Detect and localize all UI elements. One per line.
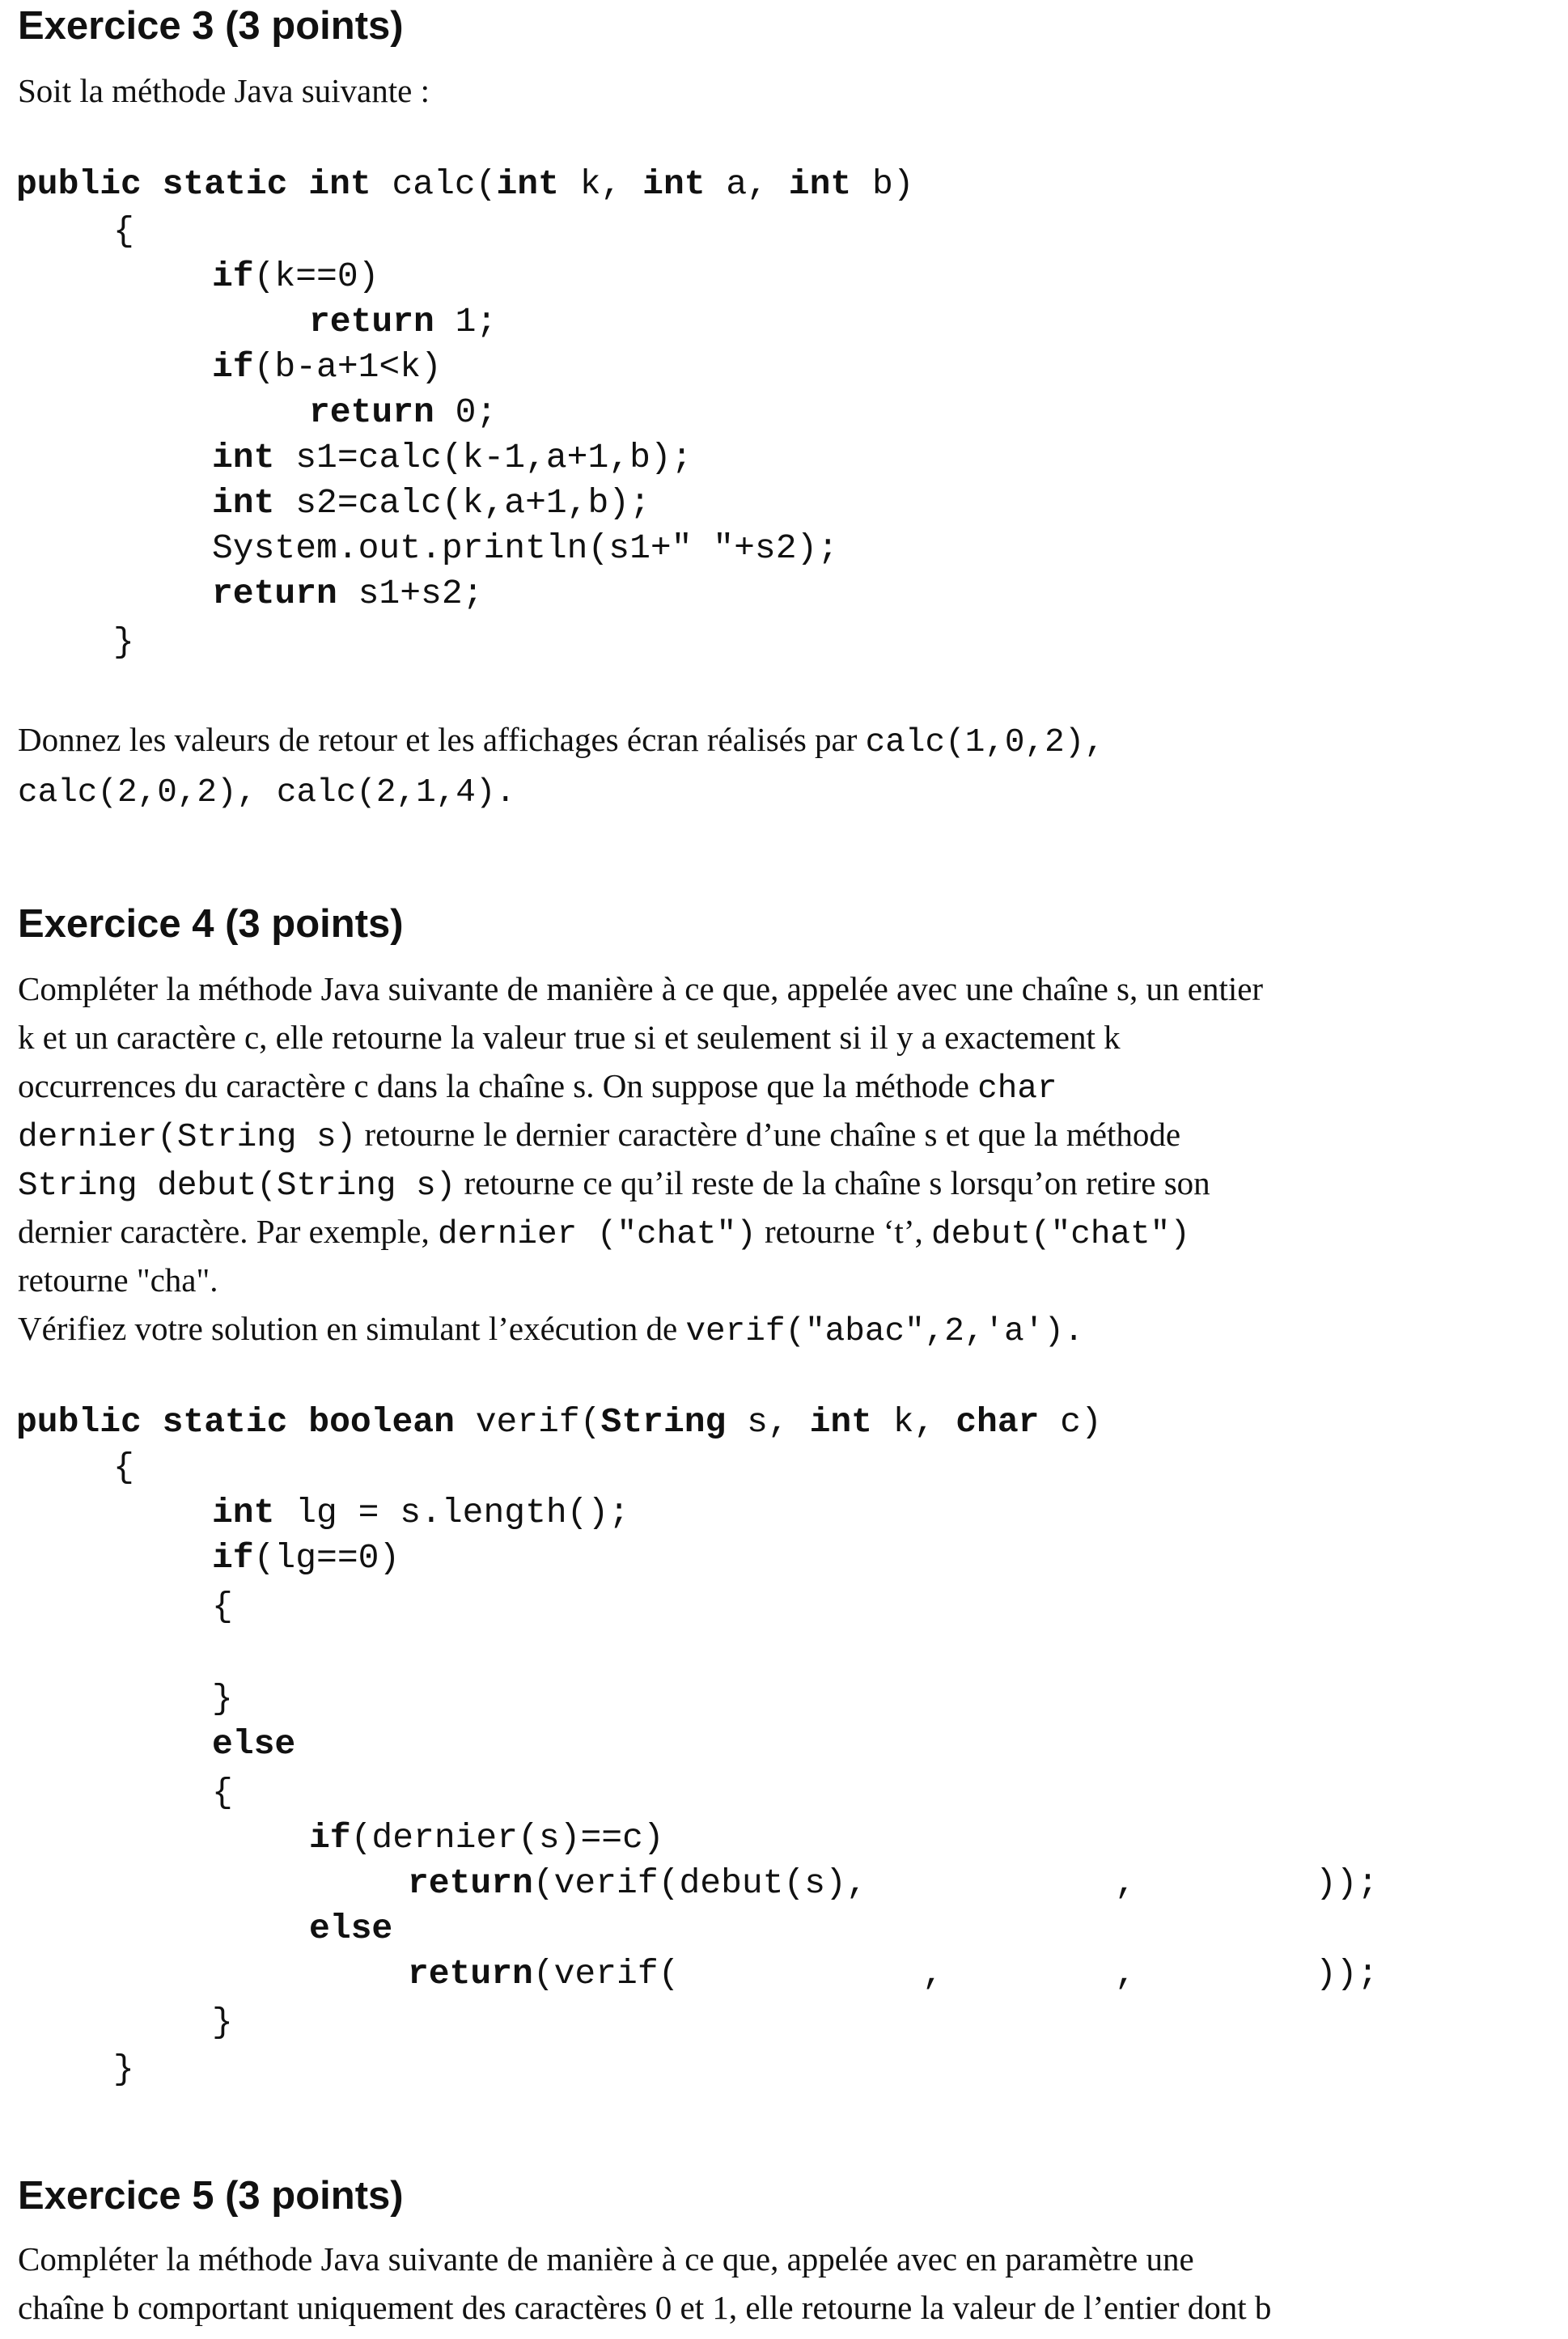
code-line: public static boolean verif(String s, int k, char c) <box>16 1402 1102 1442</box>
code-line: return 0; <box>309 392 498 432</box>
code-line: public static int calc(int k, int a, int b) <box>16 164 914 204</box>
exercise-5-title: Exercice 5 (3 points) <box>18 2174 404 2218</box>
code-line: { <box>113 211 134 251</box>
exercise-4-title: Exercice 4 (3 points) <box>18 902 404 946</box>
code-line: int s2=calc(k,a+1,b); <box>212 483 651 523</box>
code-blank-separator: , <box>1115 1954 1136 1994</box>
code-line: } <box>212 2002 233 2042</box>
code-line: System.out.println(s1+" "+s2); <box>212 528 839 568</box>
code-line: return s1+s2; <box>212 574 484 613</box>
code-line-end: )); <box>1316 1954 1379 1994</box>
exercise-5-text: chaîne b comportant uniquement des caractères 0 et 1, elle retourne la valeur de l’entier dont b <box>18 2289 1272 2326</box>
code-line: if(b-a+1<k) <box>212 347 442 387</box>
exercise-4-text: occurrences du caractère c dans la chaîne s. On suppose que la méthode char <box>18 1067 1057 1108</box>
code-line: int s1=calc(k-1,a+1,b); <box>212 438 693 477</box>
code-line: } <box>113 2049 134 2089</box>
exercise-3-title: Exercice 3 (3 points) <box>18 4 404 48</box>
code-blank-separator: , <box>922 1954 943 1994</box>
code-line: return(verif(debut(s), <box>408 1863 867 1903</box>
exercise-4-text: dernier(String s) retourne le dernier caractère d’une chaîne s et que la méthode <box>18 1116 1181 1156</box>
code-line-end: )); <box>1316 1863 1379 1903</box>
code-line: { <box>113 1447 134 1487</box>
exercise-3-intro: Soit la méthode Java suivante : <box>18 72 430 109</box>
exercise-4-text: Compléter la méthode Java suivante de manière à ce que, appelée avec une chaîne s, un entier <box>18 970 1264 1007</box>
code-line: if(k==0) <box>212 256 379 296</box>
code-line: } <box>212 1679 233 1718</box>
exercise-4-text: String debut(String s) retourne ce qu’il reste de la chaîne s lorsqu’on retire son <box>18 1164 1210 1205</box>
code-line: return 1; <box>309 302 498 341</box>
exercise-3-question: Donnez les valeurs de retour et les affichages écran réalisés par calc(1,0,2), <box>18 721 1104 761</box>
exercise-4-text: dernier caractère. Par exemple, dernier ("chat") retourne ‘t’, debut("chat") <box>18 1213 1190 1253</box>
exercise-5-text: Compléter la méthode Java suivante de manière à ce que, appelée avec en paramètre une <box>18 2240 1194 2278</box>
code-line: else <box>309 1909 393 1948</box>
code-line: if(dernier(s)==c) <box>309 1818 664 1858</box>
code-line: if(lg==0) <box>212 1538 400 1578</box>
exercise-4-text: Vérifiez votre solution en simulant l’exécution de verif("abac",2,'a'). <box>18 1310 1084 1350</box>
code-line: } <box>113 622 134 662</box>
code-line: { <box>212 1587 233 1626</box>
code-line: int lg = s.length(); <box>212 1493 630 1532</box>
exercise-3-question-cont: calc(2,0,2), calc(2,1,4). <box>18 774 516 811</box>
code-line: { <box>212 1773 233 1812</box>
exercise-4-text: k et un caractère c, elle retourne la valeur true si et seulement si il y a exactement k <box>18 1019 1121 1056</box>
code-line: return(verif( <box>408 1954 680 1994</box>
exercise-4-text: retourne "cha". <box>18 1261 218 1299</box>
code-blank-separator: , <box>1115 1863 1136 1903</box>
code-line: else <box>212 1724 296 1764</box>
